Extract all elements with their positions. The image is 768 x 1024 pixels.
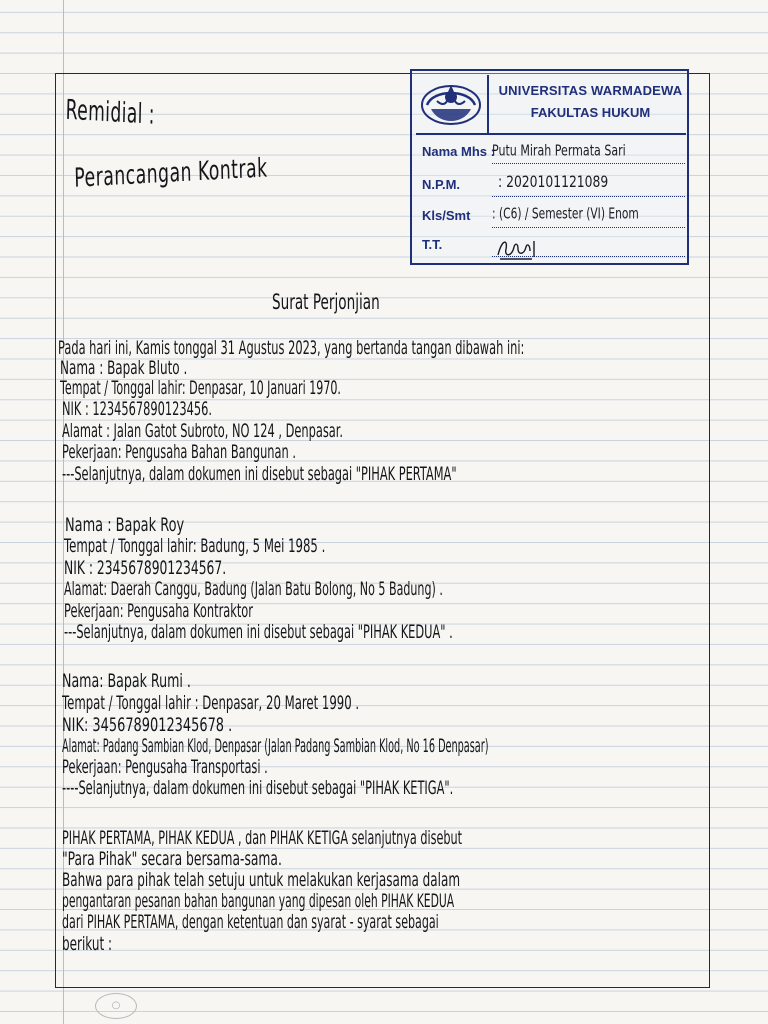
document-title: Surat Perjonjian (272, 290, 380, 315)
stamp-divider-vertical (487, 75, 489, 133)
remidial-heading: Remidial : (65, 95, 156, 132)
text-line-21: "Para Pihak" secara bersama-sama. (62, 848, 282, 870)
text-line-06: Pekerjaan: Pengusaha Bahan Bangunan . (62, 441, 296, 463)
text-line-18: Pekerjaan: Pengusaha Transportasi . (62, 756, 268, 778)
student-name: Putu Mirah Permata Sari (492, 143, 626, 161)
text-line-13: ---Selanjutnya, dalam dokumen ini disebut sebagai "PIHAK KEDUA" . (64, 621, 453, 643)
university-logo-icon (419, 75, 483, 131)
text-line-03: Tempat / Tonggal lahir: Denpasar, 10 Januari 1970. (60, 377, 341, 399)
class-label: Kls/Smt (422, 208, 471, 223)
university-name: UNIVERSITAS WARMADEWA (498, 83, 683, 98)
text-line-08: Nama : Bapak Roy (65, 514, 185, 536)
text-line-10: NIK : 2345678901234567. (64, 557, 227, 579)
text-line-20: PIHAK PERTAMA, PIHAK KEDUA , dan PIHAK KETIGA selanjutnya disebut (62, 827, 463, 849)
text-line-17: Alamat: Padang Sambian Klod, Denpasar (Jalan Padang Sambian Klod, No 16 Denpasar) (62, 735, 489, 757)
page-corner-mark: ○ (95, 993, 137, 1019)
npm-label: N.P.M. (422, 177, 461, 192)
faculty-name: FAKULTAS HUKUM (530, 105, 651, 120)
text-line-22: Bahwa para pihak telah setuju untuk melakukan kerjasama dalam (62, 869, 461, 891)
signature-label: T.T. (422, 237, 443, 252)
signature-mark (492, 235, 542, 263)
text-line-16: NIK: 3456789012345678 . (62, 714, 233, 736)
name-label: Nama Mhs : (422, 144, 495, 159)
text-line-24: dari PIHAK PERTAMA, dengan ketentuan dan syarat - syarat sebagai (62, 911, 439, 933)
text-line-09: Tempat / Tonggal lahir: Badung, 5 Mei 1985 . (64, 535, 326, 557)
student-npm: : 2020101121089 (498, 174, 609, 192)
text-line-11: Alamat: Daerah Canggu, Badung (Jalan Batu Bolong, No 5 Badung) . (64, 578, 443, 600)
text-line-25: berikut : (62, 933, 113, 955)
text-line-12: Pekerjaan: Pengusaha Kontraktor (64, 600, 253, 622)
name-line (492, 162, 685, 164)
text-line-14: Nama: Bapak Rumi . (62, 670, 191, 692)
text-line-01: Pada hari ini, Kamis tonggal 31 Agustus 2023, yang bertanda tangan dibawah ini: (58, 337, 525, 359)
text-line-15: Tempat / Tonggal lahir : Denpasar, 20 Maret 1990 . (62, 692, 360, 714)
stamp-divider-horizontal (416, 133, 686, 135)
text-line-04: NIK : 1234567890123456. (62, 398, 212, 420)
npm-line (492, 195, 685, 197)
course-title: Perancangan Kontrak (74, 152, 268, 193)
university-stamp (410, 69, 689, 265)
text-line-07: ---Selanjutnya, dalam dokumen ini disebut sebagai "PIHAK PERTAMA" (62, 463, 457, 485)
student-class: : (C6) / Semester (VI) Enom (492, 206, 639, 224)
text-line-05: Alamat : Jalan Gatot Subroto, NO 124 , Denpasar. (62, 420, 344, 442)
text-line-19: ----Selanjutnya, dalam dokumen ini disebut sebagai "PIHAK KETIGA". (62, 777, 454, 799)
text-line-23: pengantaran pesanan bahan bangunan yang dipesan oleh PIHAK KEDUA (62, 890, 455, 912)
text-line-02: Nama : Bapak Bluto . (60, 357, 188, 379)
class-line (492, 226, 685, 228)
